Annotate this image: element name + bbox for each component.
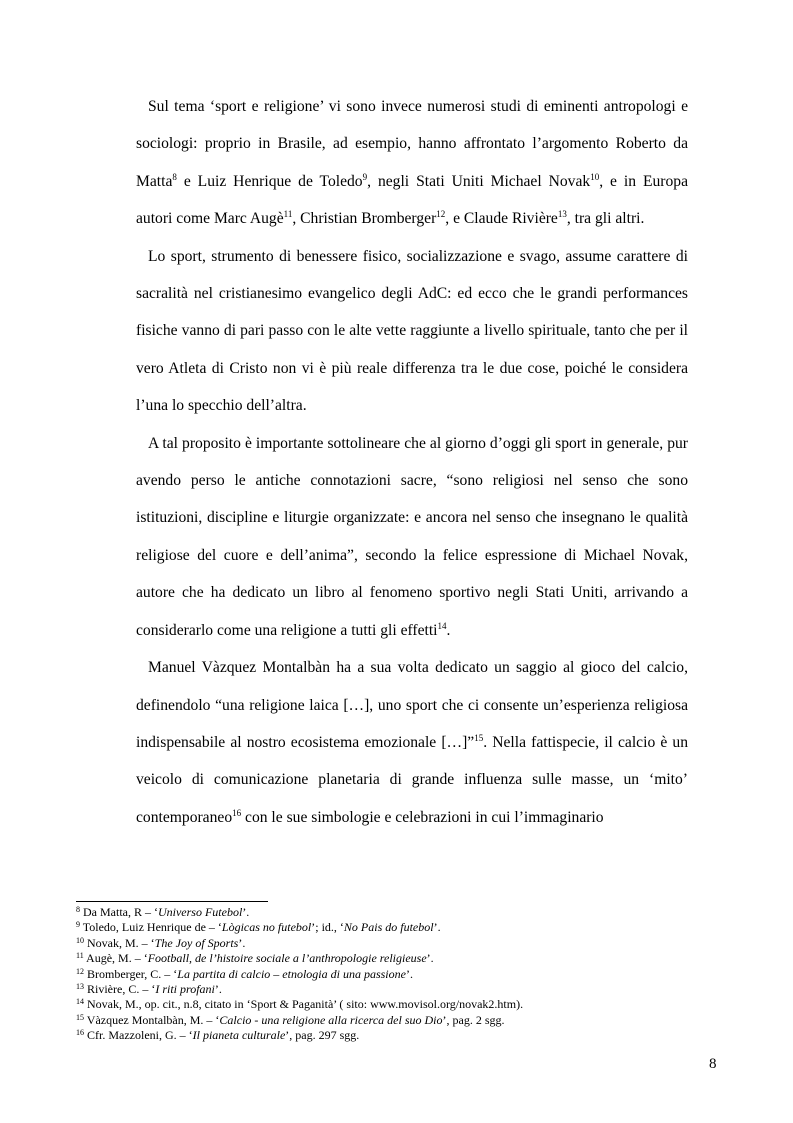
footnote-ref: 9 xyxy=(76,920,80,930)
paragraph-2: Lo sport, strumento di benessere fisico, socializzazione e svago, assume carattere di sacralità nel cristianesimo evangelico degli AdC: ed ecco che le grandi performances fisiche vanno di pari passo con le alte vette raggiunte a livello spirituale, tanto che per il vero Atleta di Cristo non vi è più reale differenza tra le due cose, poiché le considera l’una lo specchio dell’altra. xyxy=(136,247,688,415)
footnote-ref: 12 xyxy=(76,966,84,976)
footnote-ref: 9 xyxy=(362,171,368,182)
body-text xyxy=(136,88,688,836)
footnote-ref: 16 xyxy=(232,807,242,818)
footnote-10: $^{10}$ Novak, M. – ‘The Joy of Sports’. xyxy=(76,935,246,950)
footnote-ref: 16 xyxy=(76,1028,84,1038)
italic-title: I riti profani xyxy=(155,982,215,997)
footnote-ref: 8 xyxy=(172,171,177,182)
italic-title: La partita di calcio – etnologia di una passione xyxy=(177,966,406,981)
footnote-ref: 11 xyxy=(283,209,293,220)
italic-title: Football, de l’histoire sociale a l’anthropologie religieuse xyxy=(147,951,427,966)
footnote-8: $^8$ Da Matta, R – ‘Universo Futebol’. xyxy=(76,905,250,919)
paragraph-3: A tal proposito è importante sottolineare che al giorno d’oggi gli sport in generale, pur avendo perso le antiche connotazioni sacre, “sono religiosi nel senso che sono istituzioni, discipline e liturgie organizzate: e ancora nel senso che insegnano le qualità religiose del cuore e dell’anima”, secondo la felice espressione di Michael Novak, autore che ha dedicato un libro al fenomeno sportivo negli Stati Uniti, arrivando a considerarlo come una religione a tutti gli effetti$^{14}$. xyxy=(136,434,688,639)
footnotes xyxy=(76,905,716,1044)
italic-title: The Joy of Sports xyxy=(154,935,239,950)
page-number: 8 xyxy=(709,1056,717,1072)
footnote-12: $^{12}$ Bromberger, C. – ‘La partita di calcio – etnologia di una passione’. xyxy=(76,966,413,981)
footnote-ref: 10 xyxy=(76,935,84,945)
italic-title: Universo Futebol xyxy=(157,905,243,919)
footnote-ref: 14 xyxy=(76,997,84,1007)
footnote-11: $^{11}$ Augè, M. – ‘Football, de l’histoire sociale a l’anthropologie religieuse’. xyxy=(76,951,434,966)
footnote-ref: 13 xyxy=(557,209,567,220)
footnote-9: $^9$ Toledo, Luiz Henrique de – ‘Lògicas no futebol’; id., ‘No Pais do futebol’. xyxy=(76,920,441,935)
footnote-ref: 12 xyxy=(436,209,446,220)
footnote-separator xyxy=(76,901,268,902)
footnote-13: $^{13}$ Rivière, C. – ‘I riti profani’. xyxy=(76,982,222,997)
footnote-ref: 15 xyxy=(474,732,484,743)
footnote-ref: 13 xyxy=(76,982,84,992)
paragraph-4: Manuel Vàzquez Montalbàn ha a sua volta dedicato un saggio al gioco del calcio, definendolo “una religione laica […], uno sport che ci consente un’esperienza religiosa indispensabile al nostro ecosistema emozionale […]”$^{15}$. Nella fattispecie, il calcio è un veicolo di comunicazione planetaria di grande influenza sulle masse, un ‘mito’ contemporaneo$^{16}$ con le sue simbologie e celebrazioni in cui l’immaginario xyxy=(136,659,688,826)
footnote-ref: 14 xyxy=(437,620,447,631)
italic-title: Calcio - una religione alla ricerca del suo Dio xyxy=(219,1012,443,1027)
footnote-ref: 15 xyxy=(76,1012,84,1022)
footnote-ref: 10 xyxy=(590,171,600,182)
footnote-14: $^{14}$ Novak, M., op. cit., n.8, citato in ‘Sport & Paganità’ ( sito: www.movisol.org/novak2.htm). xyxy=(76,997,524,1012)
footnote-ref: 8 xyxy=(76,905,80,914)
italic-title: Lògicas no futebol xyxy=(221,920,312,935)
italic-title: No Pais do futebol xyxy=(343,920,434,935)
footnote-ref: 11 xyxy=(76,951,84,961)
footnote-15: $^{15}$ Vàzquez Montalbàn, M. – ‘Calcio - una religione alla ricerca del suo Dio’, pag. 2 sgg. xyxy=(76,1012,505,1027)
paragraph-1: Sul tema ‘sport e religione’ vi sono invece numerosi studi di eminenti antropologi e sociologi: proprio in Brasile, ad esempio, hanno affrontato l’argomento Roberto da Matta$^8$ e Luiz Henrique de Toledo$^9$, negli Stati Uniti Michael Novak$^{10}$, e in Europa autori come Marc Augè$^{11}$, Christian Bromberger$^{12}$, e Claude Rivière$^{13}$, tra gli altri. xyxy=(136,98,688,228)
italic-title: Il pianeta culturale xyxy=(192,1028,286,1043)
footnote-16: $^{16}$ Cfr. Mazzoleni, G. – ‘Il pianeta culturale’, pag. 297 sgg. xyxy=(76,1028,360,1043)
